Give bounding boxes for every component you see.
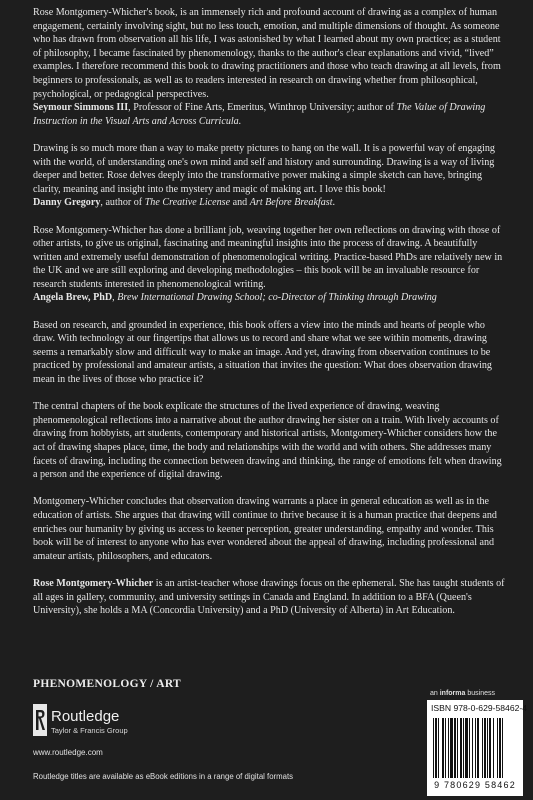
blurb-role: , Professor of Fine Arts, Emeritus, Winthrop University; author of xyxy=(128,102,397,114)
barcode-bars xyxy=(433,718,517,778)
back-cover-text xyxy=(33,6,508,631)
description-paragraph: Based on research, and grounded in experience, this book offers a view into the minds and hearts of people who draw. With technology at our fingertips that allows us to record and share what we see within moments, drawing seems a remarkably slow and difficult way to make an image. And yet, drawing from observation continues to be practiced by professional and amateur artists, a situation that invites the question: What does observation drawing mean in the lives of those who practice it? xyxy=(33,319,492,386)
barcode-bar xyxy=(472,718,473,778)
barcode-bar xyxy=(475,718,476,778)
barcode-bar xyxy=(433,718,434,778)
barcode-bar xyxy=(457,718,458,778)
blurb-text: Rose Montgomery-Whicher has done a brilliant job, weaving together her own reflections on drawing with those of other artists, to give us original, fascinating and meaningful insights into the process of drawing. A beautifully written and extremely useful demonstration of phenomenological writing. Practice-based PhDs are relatively new in the UK and we are still exploring and developing methodologies – this book will be an invaluable resource for research students interested in phenomenological writing. xyxy=(33,224,503,290)
barcode-bar xyxy=(482,718,483,778)
publisher-name: Routledge xyxy=(51,708,120,725)
informa-brand: informa xyxy=(439,690,466,697)
isbn-label: ISBN 978-0-629-58462-4 xyxy=(431,703,528,713)
blurb-author: Danny Gregory xyxy=(33,197,101,209)
barcode-bar xyxy=(497,718,498,778)
blurb-3 xyxy=(33,224,508,306)
blurb-attribution xyxy=(33,196,508,210)
description-paragraph: Montgomery-Whicher concludes that observation drawing warrants a place in general education as well as in the education of artists. She argues that drawing will continue to thrive because it is a human practice that deepens and enriches our humanity by giving us access to keener perception, greater understanding, empathy and wonder. This book will be of interest to anyone who has ever wondered about the appeal of drawing, including professional and amateur artists, philosophers, and educators. xyxy=(33,496,497,562)
informa-suffix: business xyxy=(465,690,495,697)
barcode-bar xyxy=(460,718,462,778)
barcode-bar xyxy=(487,718,488,778)
barcode-bar xyxy=(435,718,437,778)
publisher-group: Taylor & Francis Group xyxy=(51,726,128,735)
blurb-role-join: and xyxy=(230,197,250,209)
description-paragraph: The central chapters of the book explicate the structures of the lived experience of drawing, weaving phenomenological reflections into a narrative about the author drawing her sister on a train. With lively accounts of drawing from hobbyists, art students, contemporary and historical artists, Montgomery-Whicher considers how the act of drawing shapes place, time, the body and relationships with the world and with others. She addresses many facets of drawing, including the connection between drawing and thinking, the range of emotions felt when drawing a person and the experience of digital drawing. xyxy=(33,401,502,481)
blurb-work: Brew International Drawing School; co-Director of Thinking through Drawing xyxy=(117,292,437,304)
blurb-work: The Value of Drawing Instruction in the Visual Arts and Across Curricula. xyxy=(33,102,486,127)
blurb-role: , xyxy=(112,292,118,304)
informa-business-label xyxy=(430,690,495,697)
subject-category: PHENOMENOLOGY / ART xyxy=(33,678,181,690)
ebook-note: Routledge titles are available as eBook editions in a range of digital formats xyxy=(33,772,294,781)
barcode-bar xyxy=(438,718,439,778)
author-bio xyxy=(33,577,508,618)
isbn-barcode xyxy=(427,700,528,796)
blurb-2 xyxy=(33,142,508,210)
barcode-bar xyxy=(463,718,464,778)
barcode-bar xyxy=(445,718,446,778)
blurb-work: The Creative License xyxy=(144,197,231,209)
blurb-author: Angela Brew, PhD xyxy=(33,292,113,304)
blurb-attribution xyxy=(33,101,508,128)
barcode-bar xyxy=(499,718,501,778)
barcode-bar xyxy=(493,718,494,778)
barcode-bar xyxy=(477,718,479,778)
publisher-url[interactable]: www.routledge.com xyxy=(33,748,103,757)
routledge-r-icon xyxy=(33,704,47,736)
barcode-bar xyxy=(484,718,486,778)
blurb-role: , author of xyxy=(100,197,145,209)
publisher-logo xyxy=(33,704,153,744)
author-bio-text: is an artist-teacher whose drawings focus on the ephemeral. She has taught students of all ages in gallery, community, and university settings in Canada and England. In addition to a BFA (Queen's University), she holds a MA (Concordia University) and a PhD (University of Alberta) in Art Education. xyxy=(33,577,505,617)
blurb-attribution xyxy=(33,291,508,305)
blurb-author: Seymour Simmons III xyxy=(33,102,129,114)
barcode-bar xyxy=(469,718,470,778)
barcode-bar xyxy=(442,718,444,778)
barcode-bar xyxy=(489,718,491,778)
blurb-end: . xyxy=(332,197,336,209)
barcode-bar xyxy=(502,718,503,778)
blurb-1 xyxy=(33,6,508,128)
barcode-bar xyxy=(448,718,449,778)
blurb-text: Drawing is so much more than a way to make pretty pictures to hang on the wall. It is a powerful way of engaging with the world, of understanding one's own mind and self and history and surrounding. Drawing is a way of living deeper and better. Rose delves deeply into the transformative power making a simple sketch can have, bringing clarity, meaning and insight into the mystery and magic of making art. I love this book! xyxy=(33,142,495,195)
author-bio-name: Rose Montgomery-Whicher xyxy=(33,577,154,589)
barcode-bar xyxy=(450,718,453,778)
blurb-text: Rose Montgomery-Whicher's book, is an immensely rich and profound account of drawing as a complex of human engagement, certainly involving sight, but no less touch, emotion, and multiple dimensions of thought. As someone who has drawn from observation all his life, I was astonished by what I learned about my own practice; as a student of philosophy, I became fascinated by phenomenology, thanks to the author's clear explanations and vivid, “lived” examples. I therefore recommend this book to drawing practitioners and those who teach drawing at all levels, from beginners to professionals, as well as to readers interested in research on drawing whether from philosophical, psychological, or pedagogical perspectives. xyxy=(33,7,501,100)
informa-prefix: an xyxy=(430,690,440,697)
barcode-bar xyxy=(454,718,456,778)
barcode-number: 9 780629 58462 xyxy=(434,780,516,790)
barcode-bar xyxy=(465,718,468,778)
blurb-work-2: Art Before Breakfast xyxy=(249,197,333,209)
